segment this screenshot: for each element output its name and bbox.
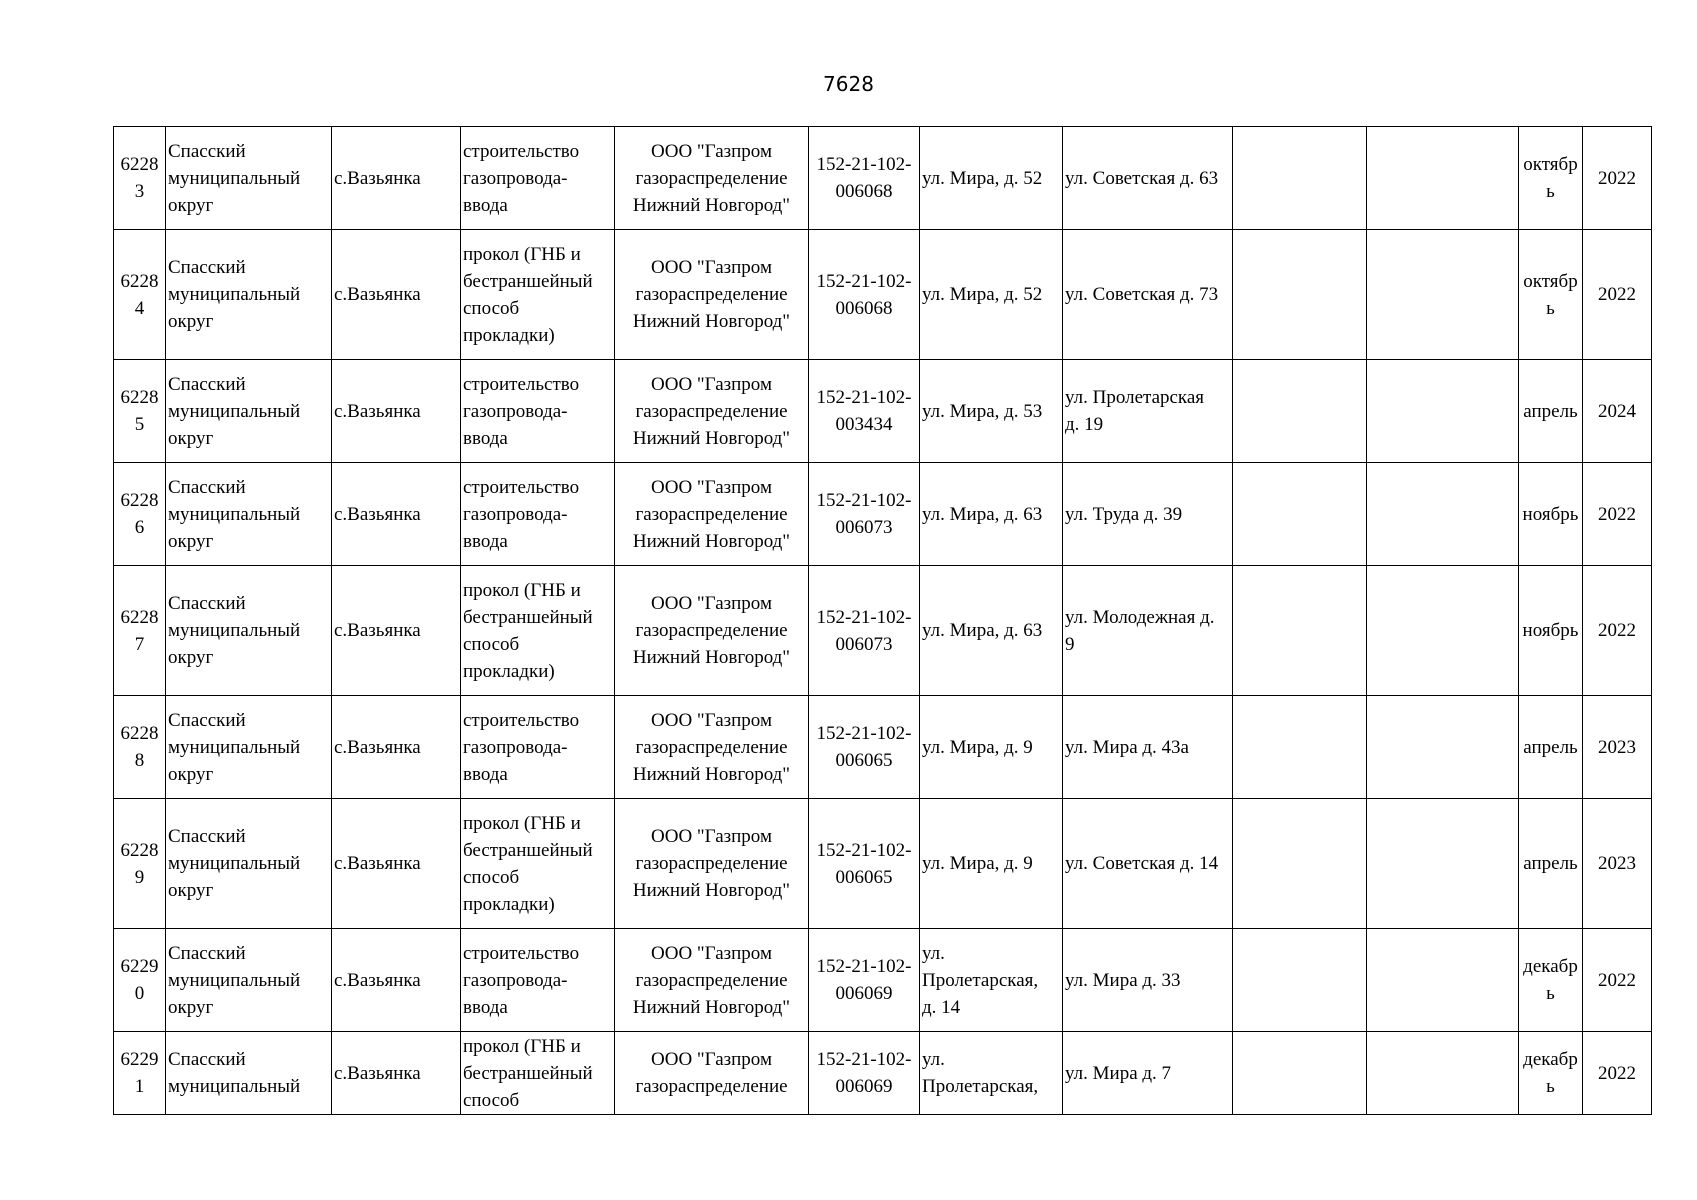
cell-code	[809, 230, 920, 360]
table-row	[114, 799, 1652, 929]
cell-address-to	[1063, 360, 1233, 463]
cell-work-type	[461, 127, 615, 230]
cell-month-text: декабр ь	[1523, 956, 1578, 1004]
cell-number-text: 6228 9	[120, 839, 159, 888]
cell-district-text: Спасский муниципальный округ	[168, 476, 301, 552]
cell-organization	[615, 799, 809, 929]
cell-number-text: 6229 0	[120, 956, 159, 1004]
cell-code-text: 152-21-102- 006068	[816, 154, 912, 202]
cell-district-text: Спасский муниципальный округ	[168, 826, 301, 901]
cell-month	[1519, 360, 1583, 463]
cell-village	[332, 463, 461, 566]
cell-address-to-text: ул. Советская д. 73	[1065, 284, 1219, 305]
cell-organization	[615, 230, 809, 360]
cell-code-text: 152-21-102- 003434	[816, 387, 912, 435]
cell-number	[114, 127, 166, 230]
cell-number	[114, 360, 166, 463]
cell-address-to	[1063, 463, 1233, 566]
cell-work-type	[461, 230, 615, 360]
cell-month	[1519, 566, 1583, 696]
cell-district	[166, 463, 332, 566]
cell-address-from	[920, 360, 1063, 463]
cell-year	[1583, 360, 1652, 463]
cell-village	[332, 127, 461, 230]
cell-organization	[615, 566, 809, 696]
cell-code-text: 152-21-102- 006069	[816, 956, 912, 1004]
cell-work-type	[461, 1032, 615, 1115]
cell-village	[332, 1032, 461, 1115]
cell-code-text: 152-21-102- 006073	[816, 490, 912, 538]
cell-work-type	[461, 799, 615, 929]
cell-village	[332, 360, 461, 463]
cell-organization	[615, 463, 809, 566]
cell-year	[1583, 127, 1652, 230]
cell-address-from-text: ул. Мира, д. 63	[922, 620, 1043, 641]
cell-empty-b	[1367, 696, 1519, 799]
cell-address-from-text: ул. Мира, д. 52	[922, 284, 1043, 305]
cell-district-text: Спасский муниципальный округ	[168, 942, 301, 1018]
cell-number-text: 6228 7	[120, 606, 159, 655]
cell-address-from-text: ул. Мира, д. 52	[922, 167, 1043, 189]
cell-address-to-text: ул. Молодежная д. 9	[1065, 606, 1215, 655]
cell-number-text: 6229 1	[120, 1049, 159, 1097]
cell-year-text: 2023	[1598, 853, 1636, 874]
cell-address-to-text: ул. Пролетарская д. 19	[1065, 387, 1205, 435]
cell-village-text: с.Вазьянка	[334, 620, 421, 641]
cell-code	[809, 127, 920, 230]
cell-number-text: 6228 5	[120, 387, 159, 435]
cell-number	[114, 696, 166, 799]
cell-address-to-text: ул. Труда д. 39	[1065, 503, 1183, 525]
cell-empty-b	[1367, 566, 1519, 696]
table-row	[114, 463, 1652, 566]
cell-village	[332, 929, 461, 1032]
cell-district	[166, 360, 332, 463]
cell-month-text: ноябрь	[1522, 503, 1579, 525]
cell-address-to	[1063, 696, 1233, 799]
cell-number	[114, 463, 166, 566]
cell-address-from	[920, 1032, 1063, 1115]
cell-address-from	[920, 127, 1063, 230]
cell-year	[1583, 230, 1652, 360]
cell-address-from-text: ул. Мира, д. 9	[922, 736, 1033, 758]
cell-month-text: октябр ь	[1523, 270, 1578, 319]
cell-code	[809, 360, 920, 463]
cell-month	[1519, 1032, 1583, 1115]
cell-year-text: 2022	[1598, 969, 1636, 991]
table-row	[114, 566, 1652, 696]
cell-address-from-text: ул. Мира, д. 63	[922, 503, 1043, 525]
cell-month	[1519, 696, 1583, 799]
cell-address-from-text: ул. Мира, д. 53	[922, 400, 1043, 422]
cell-address-from	[920, 929, 1063, 1032]
cell-number-text: 6228 8	[120, 723, 159, 771]
table-row	[114, 360, 1652, 463]
cell-address-to-text: ул. Мира д. 33	[1065, 969, 1181, 991]
cell-empty-a	[1233, 566, 1367, 696]
cell-address-to	[1063, 230, 1233, 360]
cell-district	[166, 1032, 332, 1115]
cell-organization-text: ООО "Газпром газораспределение Нижний Новгород"	[632, 476, 791, 552]
cell-year	[1583, 566, 1652, 696]
cell-empty-a	[1233, 127, 1367, 230]
cell-district	[166, 929, 332, 1032]
table-row	[114, 696, 1652, 799]
cell-organization-text: ООО "Газпром газораспределение Нижний Новгород"	[632, 140, 791, 216]
cell-month-text: октябр ь	[1523, 154, 1578, 202]
table-row	[114, 127, 1652, 230]
cell-year-text: 2022	[1598, 620, 1636, 641]
cell-year-text: 2022	[1598, 167, 1636, 189]
cell-village	[332, 696, 461, 799]
cell-address-to-text: ул. Мира д. 7	[1065, 1062, 1172, 1084]
cell-work-type	[461, 360, 615, 463]
cell-village-text: с.Вазьянка	[334, 969, 421, 991]
cell-empty-a	[1233, 360, 1367, 463]
cell-month-text: ноябрь	[1522, 620, 1579, 641]
cell-work-type-text: прокол (ГНБ и бестраншейный способ	[463, 1035, 593, 1111]
cell-address-from	[920, 230, 1063, 360]
cell-month-text: апрель	[1523, 736, 1578, 758]
cell-number-text: 6228 3	[120, 154, 159, 202]
table-row	[114, 929, 1652, 1032]
cell-village-text: с.Вазьянка	[334, 284, 421, 305]
cell-address-from-text: ул. Пролетарская, д. 14	[922, 942, 1039, 1018]
cell-year	[1583, 1032, 1652, 1115]
cell-organization-text: ООО "Газпром газораспределение Нижний Новгород"	[632, 593, 791, 668]
cell-address-from-text: ул. Мира, д. 9	[922, 853, 1033, 874]
cell-district-text: Спасский муниципальный округ	[168, 257, 301, 332]
cell-code-text: 152-21-102- 006069	[816, 1049, 912, 1097]
cell-month	[1519, 799, 1583, 929]
cell-month-text: декабр ь	[1523, 1049, 1578, 1097]
cell-number	[114, 566, 166, 696]
cell-address-to	[1063, 566, 1233, 696]
cell-village	[332, 799, 461, 929]
cell-organization	[615, 696, 809, 799]
cell-month	[1519, 463, 1583, 566]
cell-month	[1519, 230, 1583, 360]
cell-address-from	[920, 463, 1063, 566]
cell-organization-text: ООО "Газпром газораспределение Нижний Новгород"	[632, 373, 791, 449]
cell-work-type	[461, 566, 615, 696]
cell-district-text: Спасский муниципальный округ	[168, 709, 301, 785]
cell-empty-b	[1367, 230, 1519, 360]
cell-empty-a	[1233, 230, 1367, 360]
cell-district-text: Спасский муниципальный округ	[168, 593, 301, 668]
cell-work-type-text: строительство газопровода- ввода	[463, 476, 580, 552]
cell-month-text: апрель	[1523, 400, 1578, 422]
cell-empty-b	[1367, 1032, 1519, 1115]
cell-organization-text: ООО "Газпром газораспределение	[635, 1049, 788, 1097]
cell-code	[809, 696, 920, 799]
table-row	[114, 1032, 1652, 1115]
cell-village-text: с.Вазьянка	[334, 853, 421, 874]
cell-empty-a	[1233, 463, 1367, 566]
cell-address-to-text: ул. Мира д. 43а	[1065, 736, 1189, 758]
page-number: 7628	[823, 72, 874, 96]
table-row	[114, 230, 1652, 360]
cell-year	[1583, 696, 1652, 799]
cell-district	[166, 566, 332, 696]
cell-work-type-text: строительство газопровода- ввода	[463, 942, 580, 1018]
cell-work-type	[461, 463, 615, 566]
cell-organization	[615, 1032, 809, 1115]
cell-code-text: 152-21-102- 006073	[816, 606, 912, 655]
registry-table	[113, 126, 1652, 1115]
cell-address-to	[1063, 929, 1233, 1032]
cell-address-to-text: ул. Советская д. 63	[1065, 167, 1219, 189]
cell-organization-text: ООО "Газпром газораспределение Нижний Новгород"	[632, 257, 791, 332]
cell-empty-b	[1367, 463, 1519, 566]
cell-village	[332, 230, 461, 360]
cell-organization-text: ООО "Газпром газораспределение Нижний Новгород"	[632, 942, 791, 1018]
cell-code	[809, 463, 920, 566]
cell-code-text: 152-21-102- 006068	[816, 270, 912, 319]
cell-empty-b	[1367, 799, 1519, 929]
cell-year	[1583, 799, 1652, 929]
cell-code	[809, 799, 920, 929]
cell-organization	[615, 929, 809, 1032]
cell-month	[1519, 127, 1583, 230]
cell-organization	[615, 127, 809, 230]
cell-organization-text: ООО "Газпром газораспределение Нижний Новгород"	[632, 826, 791, 901]
cell-year-text: 2022	[1598, 284, 1636, 305]
cell-district-text: Спасский муниципальный округ	[168, 140, 301, 216]
cell-year	[1583, 463, 1652, 566]
cell-number	[114, 929, 166, 1032]
cell-village-text: с.Вазьянка	[334, 400, 421, 422]
cell-month	[1519, 929, 1583, 1032]
cell-district-text: Спасский муниципальный округ	[168, 373, 301, 449]
cell-district-text: Спасский муниципальный	[168, 1049, 301, 1097]
cell-empty-b	[1367, 929, 1519, 1032]
cell-number-text: 6228 4	[120, 270, 159, 319]
cell-month-text: апрель	[1523, 853, 1578, 874]
cell-address-to	[1063, 127, 1233, 230]
cell-code-text: 152-21-102- 006065	[816, 839, 912, 888]
cell-address-to	[1063, 1032, 1233, 1115]
cell-address-from-text: ул. Пролетарская,	[922, 1049, 1039, 1097]
cell-year-text: 2024	[1598, 400, 1636, 422]
cell-year-text: 2022	[1598, 503, 1636, 525]
cell-code	[809, 1032, 920, 1115]
cell-village-text: с.Вазьянка	[334, 1062, 421, 1084]
cell-empty-a	[1233, 799, 1367, 929]
cell-district	[166, 696, 332, 799]
cell-code	[809, 566, 920, 696]
cell-number	[114, 1032, 166, 1115]
cell-work-type-text: строительство газопровода- ввода	[463, 140, 580, 216]
cell-organization	[615, 360, 809, 463]
cell-district	[166, 799, 332, 929]
cell-code-text: 152-21-102- 006065	[816, 723, 912, 771]
cell-code	[809, 929, 920, 1032]
cell-work-type-text: прокол (ГНБ и бестраншейный способ прокладки)	[463, 812, 593, 915]
cell-work-type-text: прокол (ГНБ и бестраншейный способ прокладки)	[463, 243, 593, 346]
cell-village-text: с.Вазьянка	[334, 503, 421, 525]
cell-empty-b	[1367, 127, 1519, 230]
cell-district	[166, 127, 332, 230]
cell-empty-a	[1233, 929, 1367, 1032]
cell-empty-a	[1233, 1032, 1367, 1115]
cell-number-text: 6228 6	[120, 490, 159, 538]
table-body	[114, 127, 1652, 1115]
cell-year-text: 2022	[1598, 1062, 1636, 1084]
cell-year	[1583, 929, 1652, 1032]
cell-number	[114, 799, 166, 929]
cell-work-type-text: прокол (ГНБ и бестраншейный способ прокладки)	[463, 579, 593, 682]
cell-address-from	[920, 696, 1063, 799]
cell-year-text: 2023	[1598, 736, 1636, 758]
cell-village-text: с.Вазьянка	[334, 167, 421, 189]
cell-empty-b	[1367, 360, 1519, 463]
cell-address-from	[920, 799, 1063, 929]
cell-work-type	[461, 929, 615, 1032]
cell-work-type-text: строительство газопровода- ввода	[463, 373, 580, 449]
cell-village	[332, 566, 461, 696]
cell-number	[114, 230, 166, 360]
cell-organization-text: ООО "Газпром газораспределение Нижний Новгород"	[632, 709, 791, 785]
cell-work-type	[461, 696, 615, 799]
cell-work-type-text: строительство газопровода- ввода	[463, 709, 580, 785]
cell-village-text: с.Вазьянка	[334, 736, 421, 758]
cell-district	[166, 230, 332, 360]
cell-address-to-text: ул. Советская д. 14	[1065, 853, 1219, 874]
cell-address-to	[1063, 799, 1233, 929]
cell-empty-a	[1233, 696, 1367, 799]
cell-address-from	[920, 566, 1063, 696]
